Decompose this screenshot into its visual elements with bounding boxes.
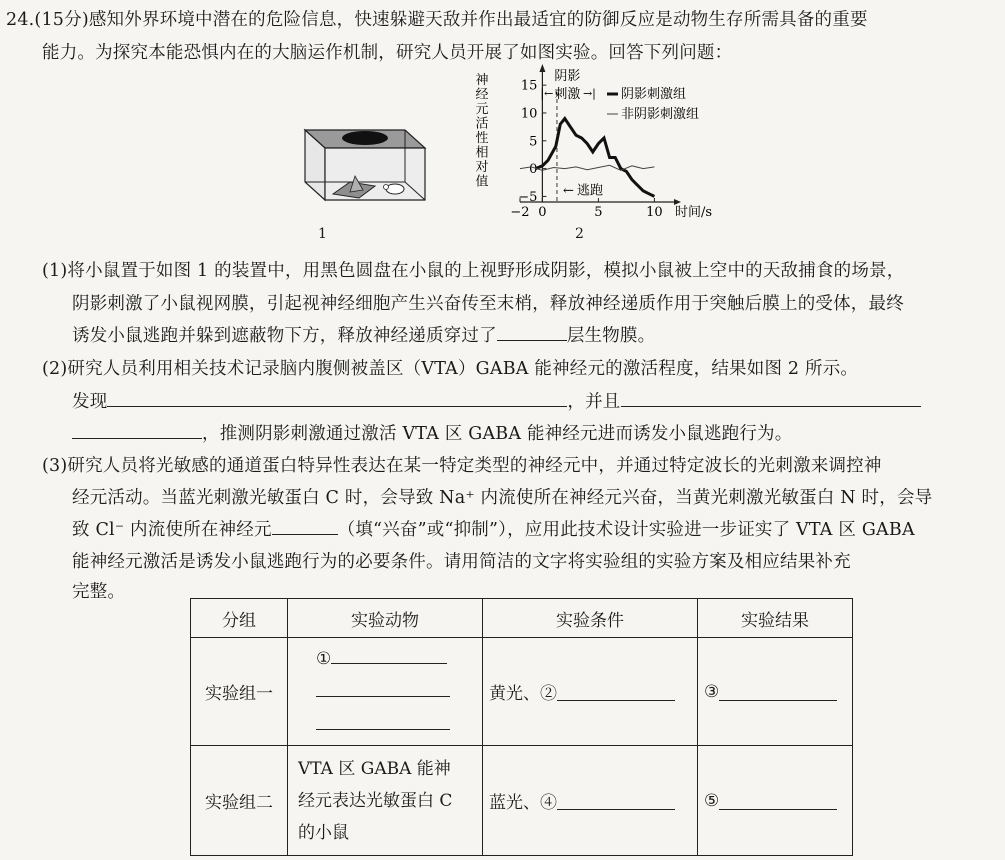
- part3-line3-text-b: （填“兴奋”或“抑制”），应用此技术设计实验进一步证实了 VTA 区 GABA: [337, 520, 915, 540]
- y-tick-label: 10: [520, 106, 538, 122]
- y-axis-label-char: 相: [475, 145, 489, 161]
- part1-line3-text-b: 层生物膜。: [566, 326, 656, 346]
- legend-shadow-label: 阴影刺激组: [621, 87, 687, 102]
- figure2-label: 2: [575, 226, 584, 242]
- row1-animal-blank-3[interactable]: [316, 711, 450, 730]
- figure2-chart: [470, 62, 720, 222]
- part2-line2-text-a: 发现: [72, 392, 108, 412]
- part3-line4: 能神经元激活是诱发小鼠逃跑行为的必要条件。请用简洁的文字将实验组的实验方案及相应结果补充: [72, 552, 851, 572]
- x-tick-label: 0: [538, 205, 547, 220]
- escape-arrow: ←: [562, 183, 574, 199]
- annotation-escape: 逃跑: [576, 183, 603, 199]
- part1-answer-blank[interactable]: [497, 322, 567, 341]
- part1-line3: [72, 322, 655, 347]
- annotation-shadow: 阴影: [554, 69, 581, 84]
- row1-condition-text: 黄光、②: [489, 684, 557, 704]
- table-header-row: [191, 599, 853, 638]
- x-tick-label: 5: [594, 205, 603, 220]
- x-axis-label: 时间/s: [675, 205, 713, 220]
- part2-line2-text-b: ，并且: [567, 392, 621, 412]
- part3-answer-blank[interactable]: [272, 516, 338, 535]
- row1-result-cell: [698, 638, 853, 746]
- part2-line1: (2)研究人员利用相关技术记录脑内腹侧被盖区（VTA）GABA 能神经元的激活程度，结果如图 2 所示。: [42, 359, 859, 379]
- part1-line3-text-a: 诱发小鼠逃跑并躲到遮蔽物下方，释放神经递质穿过了: [72, 326, 497, 346]
- y-axis-arrow: [539, 64, 545, 72]
- legend-non-shadow-label: 非阴影刺激组: [621, 107, 700, 122]
- row1-group: 实验组一: [191, 638, 288, 746]
- x-tick-label: −2: [510, 205, 530, 220]
- annotation-stimulus-right-arrow: →|: [582, 87, 596, 100]
- row1-animal-blank-1[interactable]: [331, 645, 447, 664]
- row2-result-blank[interactable]: [719, 791, 837, 810]
- part3-line5: 完整。: [72, 582, 126, 602]
- row2-animal-line2: 经元表达光敏蛋白 C: [298, 790, 453, 811]
- x-tick-label: 10: [646, 205, 663, 220]
- row1-result-mark: ③: [704, 681, 720, 702]
- row2-condition-text: 蓝光、④: [489, 793, 557, 813]
- part2-line3-text: ，推测阴影刺激通过激活 VTA 区 GABA 能神经元进而诱发小鼠逃跑行为。: [202, 424, 793, 444]
- experiment-table: [190, 598, 853, 856]
- table-row-group1: [191, 638, 853, 746]
- y-axis-label-char: 值: [475, 174, 489, 190]
- row2-result-cell: [698, 746, 853, 856]
- y-axis-label-char: 元: [475, 102, 489, 117]
- y-axis-label: [475, 72, 488, 190]
- row2-condition-blank[interactable]: [557, 791, 675, 810]
- row1-animal-mark: ①: [316, 649, 332, 669]
- part2-answer-blank-2a[interactable]: [621, 388, 921, 407]
- y-axis-label-char: 经: [475, 87, 489, 103]
- part2-line3: [72, 420, 792, 445]
- header-condition: 实验条件: [483, 599, 698, 638]
- part3-line3-text-a: 致 Cl⁻ 内流使所在神经元: [72, 520, 272, 540]
- part3-line1: (3)研究人员将光敏感的通道蛋白特异性表达在某一特定类型的神经元中，并通过特定波长的光刺激来调控神: [42, 456, 882, 476]
- header-group: 分组: [191, 599, 288, 638]
- table-row-group2: [191, 746, 853, 856]
- annotation-stimulus: 刺激: [554, 87, 581, 102]
- y-axis-label-char: 性: [475, 131, 489, 146]
- header-animal: 实验动物: [288, 599, 483, 638]
- row2-animal-line3: 的小鼠: [298, 822, 349, 843]
- y-axis-label-char: 对: [475, 160, 489, 175]
- row2-animal-line1: VTA 区 GABA 能神: [298, 758, 451, 779]
- y-axis-label-char: 活: [475, 116, 489, 132]
- row1-animal-blank-2[interactable]: [316, 678, 450, 697]
- annotation-stimulus-left-arrow: |←: [540, 87, 554, 100]
- row1-animal-cell: [288, 638, 483, 746]
- part3-line2: 经元活动。当蓝光刺激光敏蛋白 C 时，会导致 Na⁺ 内流使所在神经元兴奋，当黄光刺激光敏蛋白 N 时，会导: [72, 488, 933, 508]
- figure1-label: 1: [318, 226, 327, 242]
- y-axis-label-char: 神: [475, 73, 489, 88]
- row2-animal-cell: [288, 746, 483, 856]
- row1-condition-blank[interactable]: [557, 682, 675, 701]
- part2-line2: [72, 388, 921, 413]
- row1-condition-cell: [483, 638, 698, 746]
- header-result: 实验结果: [698, 599, 853, 638]
- row2-condition-cell: [483, 746, 698, 856]
- row2-result-mark: ⑤: [704, 790, 720, 811]
- part2-answer-blank-1[interactable]: [107, 388, 567, 407]
- y-tick-label: 15: [520, 78, 538, 94]
- y-tick-label: 0: [529, 162, 538, 178]
- y-tick-label: 5: [529, 134, 538, 150]
- part2-answer-blank-2b[interactable]: [72, 420, 202, 439]
- part1-line2: 阴影刺激了小鼠视网膜，引起视神经细胞产生兴奋传至末梢，释放神经递质作用于突触后膜上的受体，最终: [72, 294, 904, 314]
- question-stem-line2: 能力。为探究本能恐惧内在的大脑运作机制，研究人员开展了如图实验。回答下列问题：: [42, 43, 733, 63]
- row2-group: 实验组二: [191, 746, 288, 856]
- question-stem-line1: 24.(15分)感知外界环境中潜在的危险信息，快速躲避天敌并作出最适宜的防御反应是动物生存所需具备的重要: [6, 10, 868, 30]
- part1-line1: (1)将小鼠置于如图 1 的装置中，用黑色圆盘在小鼠的上视野形成阴影，模拟小鼠被上空中的天敌捕食的场景，: [42, 261, 905, 281]
- figure1-apparatus: [295, 120, 430, 210]
- row1-result-blank[interactable]: [719, 682, 837, 701]
- y-tick-label: −5: [518, 189, 538, 205]
- part3-line3: [72, 516, 915, 541]
